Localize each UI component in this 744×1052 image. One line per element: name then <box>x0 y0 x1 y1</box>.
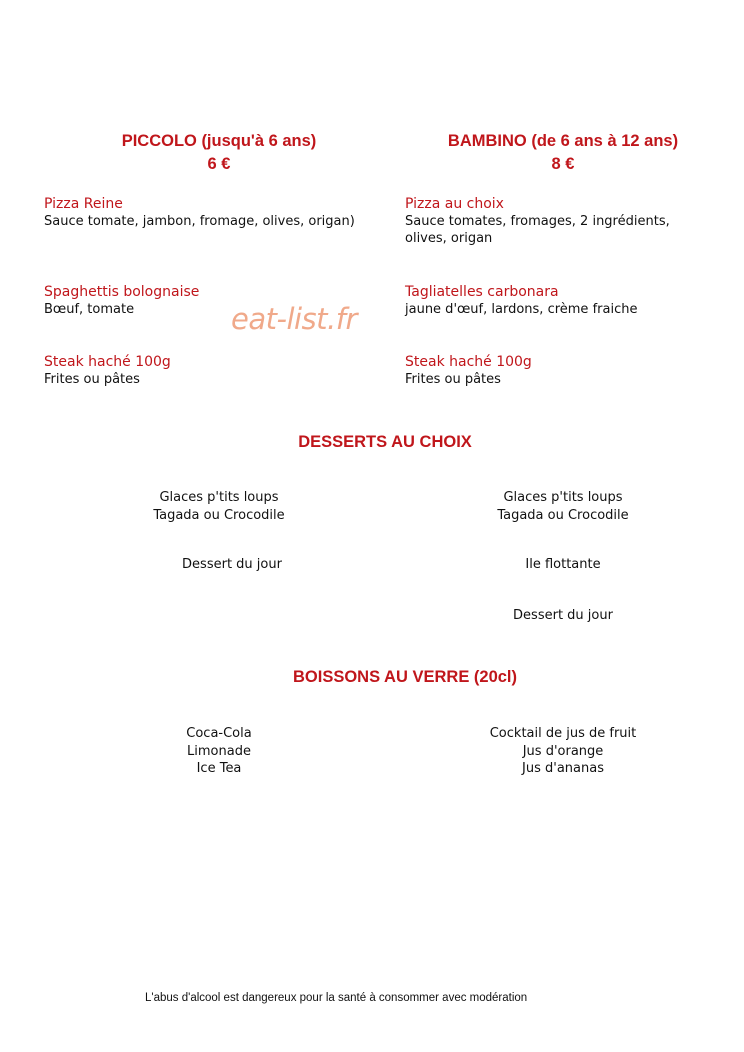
list-item: Coca-Cola <box>186 726 252 741</box>
drinks-title: BOISSONS AU VERRE (20cl) <box>292 668 518 686</box>
list-item: Jus d'orange <box>522 743 604 759</box>
dish-description: Bœuf, tomate <box>44 302 135 317</box>
list-item: Tagada ou Crocodile <box>497 507 629 523</box>
desserts-title: DESSERTS AU CHOIX <box>298 433 472 451</box>
dish-name: Steak haché 100g <box>405 354 532 370</box>
drinks-right-list <box>453 725 673 778</box>
desserts-right-item-3: Ile flottante <box>525 557 601 572</box>
dish-name: Pizza Reine <box>44 196 123 212</box>
bambino-title-text: BAMBINO (de 6 ans à 12 ans) <box>447 132 679 150</box>
bambino-dish-3 <box>405 354 705 388</box>
piccolo-dish-3 <box>44 354 384 388</box>
watermark: eat-list.fr <box>231 302 357 336</box>
dish-description: Frites ou pâtes <box>44 372 140 387</box>
desserts-left-group-1 <box>119 489 319 524</box>
piccolo-price: 6 € <box>207 155 231 173</box>
list-item: Glaces p'tits loups <box>159 490 279 505</box>
desserts-right-item-4: Dessert du jour <box>513 608 613 623</box>
list-item: Glaces p'tits loups <box>503 490 623 505</box>
piccolo-title <box>60 130 378 176</box>
dish-name: Spaghettis bolognaise <box>44 284 200 300</box>
desserts-right-group-1 <box>463 489 663 524</box>
dish-description: jaune d'œuf, lardons, crème fraiche <box>405 302 638 317</box>
bambino-title <box>412 130 714 176</box>
list-item: Jus d'ananas <box>522 761 604 776</box>
bambino-dish-2 <box>405 284 715 318</box>
dish-name: Tagliatelles carbonara <box>405 284 559 300</box>
bambino-dish-1 <box>405 196 705 247</box>
list-item: Cocktail de jus de fruit <box>489 726 637 741</box>
desserts-left-item-3: Dessert du jour <box>182 557 282 572</box>
alcohol-warning: L'abus d'alcool est dangereux pour la santé à consommer avec modération <box>145 992 528 1004</box>
list-item: Limonade <box>187 743 251 759</box>
bambino-price: 8 € <box>551 155 575 173</box>
piccolo-title-text: PICCOLO (jusqu'à 6 ans) <box>121 132 317 150</box>
dish-name: Pizza au choix <box>405 196 504 212</box>
dish-description: Sauce tomate, jambon, fromage, olives, origan) <box>44 214 355 229</box>
list-item: Ice Tea <box>196 761 242 776</box>
list-item: Tagada ou Crocodile <box>153 507 285 523</box>
piccolo-dish-1 <box>44 196 384 230</box>
dish-description: Frites ou pâtes <box>405 372 501 387</box>
drinks-left-list <box>119 725 319 778</box>
dish-name: Steak haché 100g <box>44 354 171 370</box>
dish-description: Sauce tomates, fromages, 2 ingrédients, olives, origan <box>405 214 670 246</box>
